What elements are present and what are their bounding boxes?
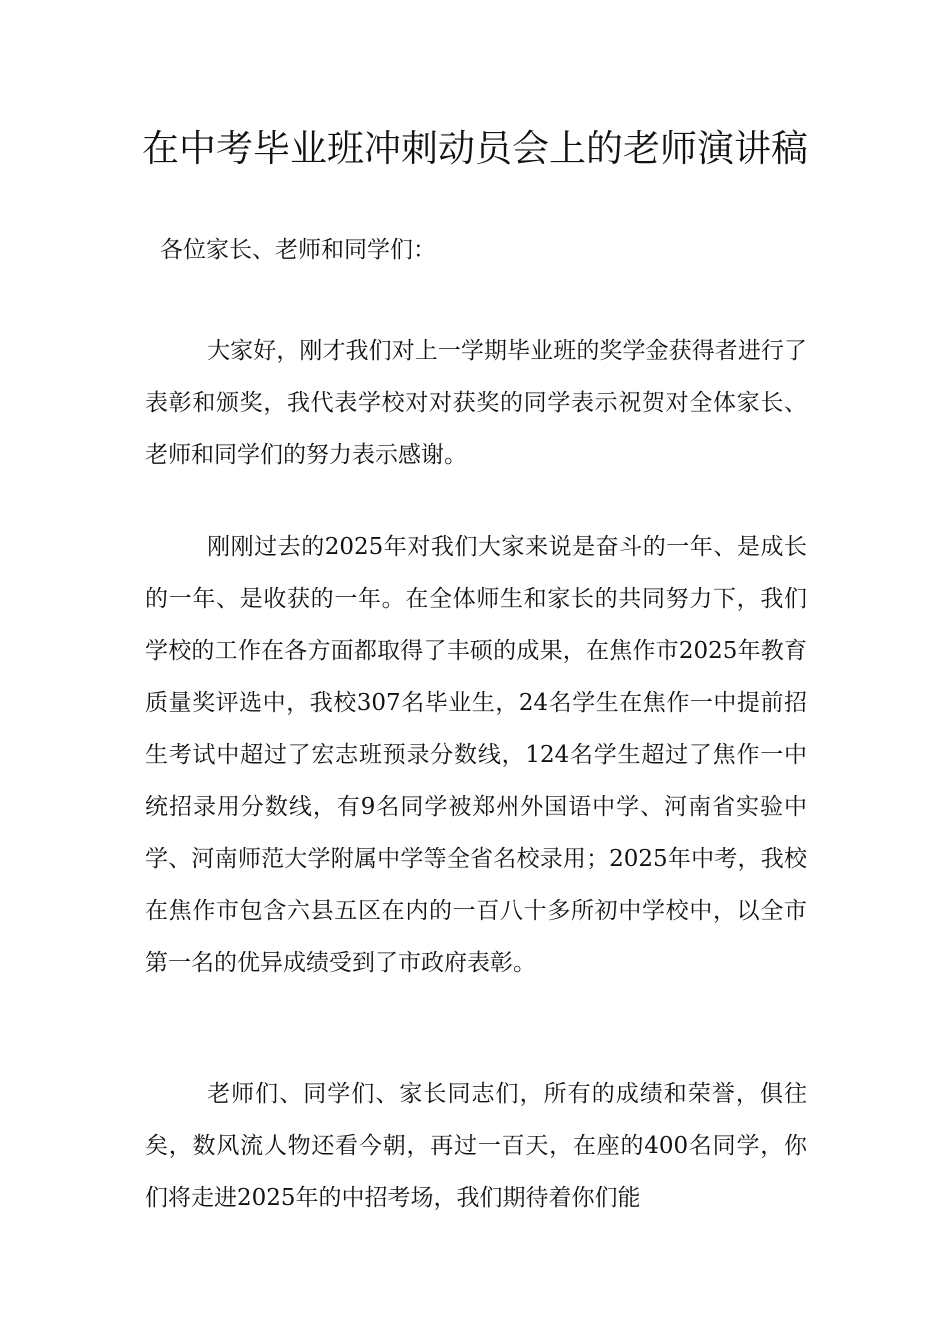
salutation: 各位家长、老师和同学们： bbox=[160, 237, 436, 263]
paragraph-2: 刚刚过去的2025年对我们大家来说是奋斗的一年、是成长的一年、是收获的一年。在全体师生和家长的共同努力下，我们学校的工作在各方面都取得了丰硕的成果，在焦作市2025年教育质量奖评选中，我校307名毕业生，24名学生在焦作一中提前招生考试中超过了宏志班预录分数线，124名学生超过了焦作一中统招录用分数线，有9名同学被郑州外国语中学、河南省实验中学、河南师范大学附属中学等全省名校录用；2025年中考，我校在焦作市包含六县五区在内的一百八十多所初中学校中，以全市第一名的优异成绩受到了市政府表彰。 bbox=[145, 534, 807, 976]
paragraph-1: 大家好，刚才我们对上一学期毕业班的奖学金获得者进行了表彰和颁奖，我代表学校对对获奖的同学表示祝贺对全体家长、老师和同学们的努力表示感谢。 bbox=[145, 338, 807, 468]
document-title: 在中考毕业班冲刺动员会上的老师演讲稿 bbox=[142, 127, 808, 170]
paragraph-3: 老师们、同学们、家长同志们，所有的成绩和荣誉，俱往矣，数风流人物还看今朝，再过一百天，在座的400名同学，你们将走进2025年的中招考场，我们期待着你们能 bbox=[145, 1081, 807, 1211]
